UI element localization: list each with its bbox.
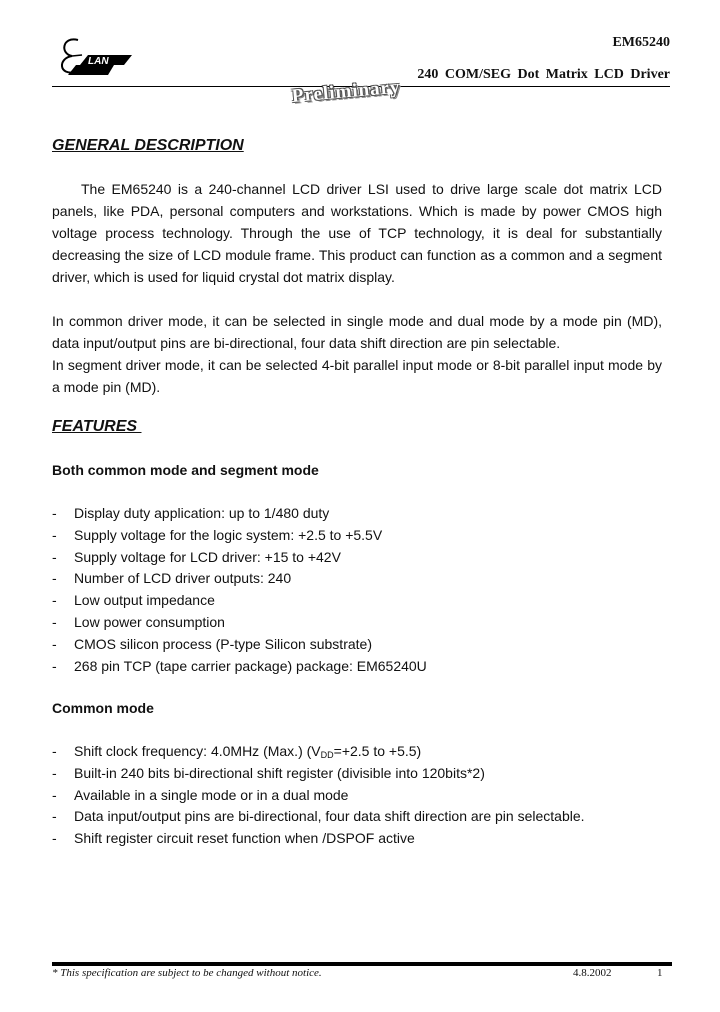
elan-logo: [52, 34, 134, 78]
both-modes-list: [52, 503, 427, 677]
page-number: 1: [657, 967, 663, 979]
list-item: - CMOS silicon process (P-type Silicon substrate): [52, 635, 372, 652]
list-item: - Shift register circuit reset function when /DSPOF active: [52, 830, 415, 847]
list-item: - 268 pin TCP (tape carrier package) package: EM65240U: [52, 657, 427, 674]
preliminary-stamp: Preliminary: [291, 76, 402, 107]
logo-text: LAN: [88, 56, 109, 67]
common-mode-heading: Common mode: [52, 700, 154, 716]
footer-date: 4.8.2002: [573, 967, 612, 979]
list-item: - Supply voltage for the logic system: +2.5 to +5.5V: [52, 526, 383, 543]
intro-paragraph: The EM65240 is a 240-channel LCD driver LSI used to drive large scale dot matrix LCD panels, like PDA, personal computers and workstations. Which is made by power CMOS high voltage process technology. Through the use of TCP technology, it is deal for substantially decreasing the size of LCD module frame. This product can function as a common and a segment driver, which is used for liquid crystal dot matrix display.: [52, 181, 662, 285]
general-description-heading: GENERAL DESCRIPTION: [52, 137, 244, 154]
features-heading: FEATURES: [52, 418, 142, 435]
list-item: - Low output impedance: [52, 592, 215, 609]
segment-mode-paragraph: In segment driver mode, it can be selected 4-bit parallel input mode or 8-bit parallel input mode by a mode pin (MD).: [52, 357, 662, 395]
list-item: - Built-in 240 bits bi-directional shift register (divisible into 120bits*2): [52, 764, 485, 781]
list-item: - Display duty application: up to 1/480 duty: [52, 505, 330, 521]
part-number: EM65240: [612, 35, 670, 50]
both-modes-heading: Both common mode and segment mode: [52, 462, 319, 478]
common-mode-paragraph: In common driver mode, it can be selected in single mode and dual mode by a mode pin (MD), data input/output pins are bi-directional, four data shift direction are pin selectable.: [52, 313, 662, 351]
common-mode-list: [52, 741, 585, 850]
list-item: - Supply voltage for LCD driver: +15 to +42V: [52, 548, 341, 565]
footer-divider: [52, 962, 672, 966]
list-item: - Number of LCD driver outputs: 240: [52, 570, 292, 587]
list-item: - Low power consumption: [52, 613, 225, 630]
footer-note: * This specification are subject to be changed without notice.: [52, 967, 322, 979]
list-item: - Available in a single mode or in a dual mode: [52, 786, 349, 803]
list-item: - Data input/output pins are bi-directional, four data shift direction are pin selectable.: [52, 808, 585, 825]
document-title: 240 COM/SEG Dot Matrix LCD Driver: [417, 67, 670, 82]
list-item: - Shift clock frequency: 4.0MHz (Max.) ($V_{DD}=+2.5$ to +5.5): [52, 743, 422, 760]
